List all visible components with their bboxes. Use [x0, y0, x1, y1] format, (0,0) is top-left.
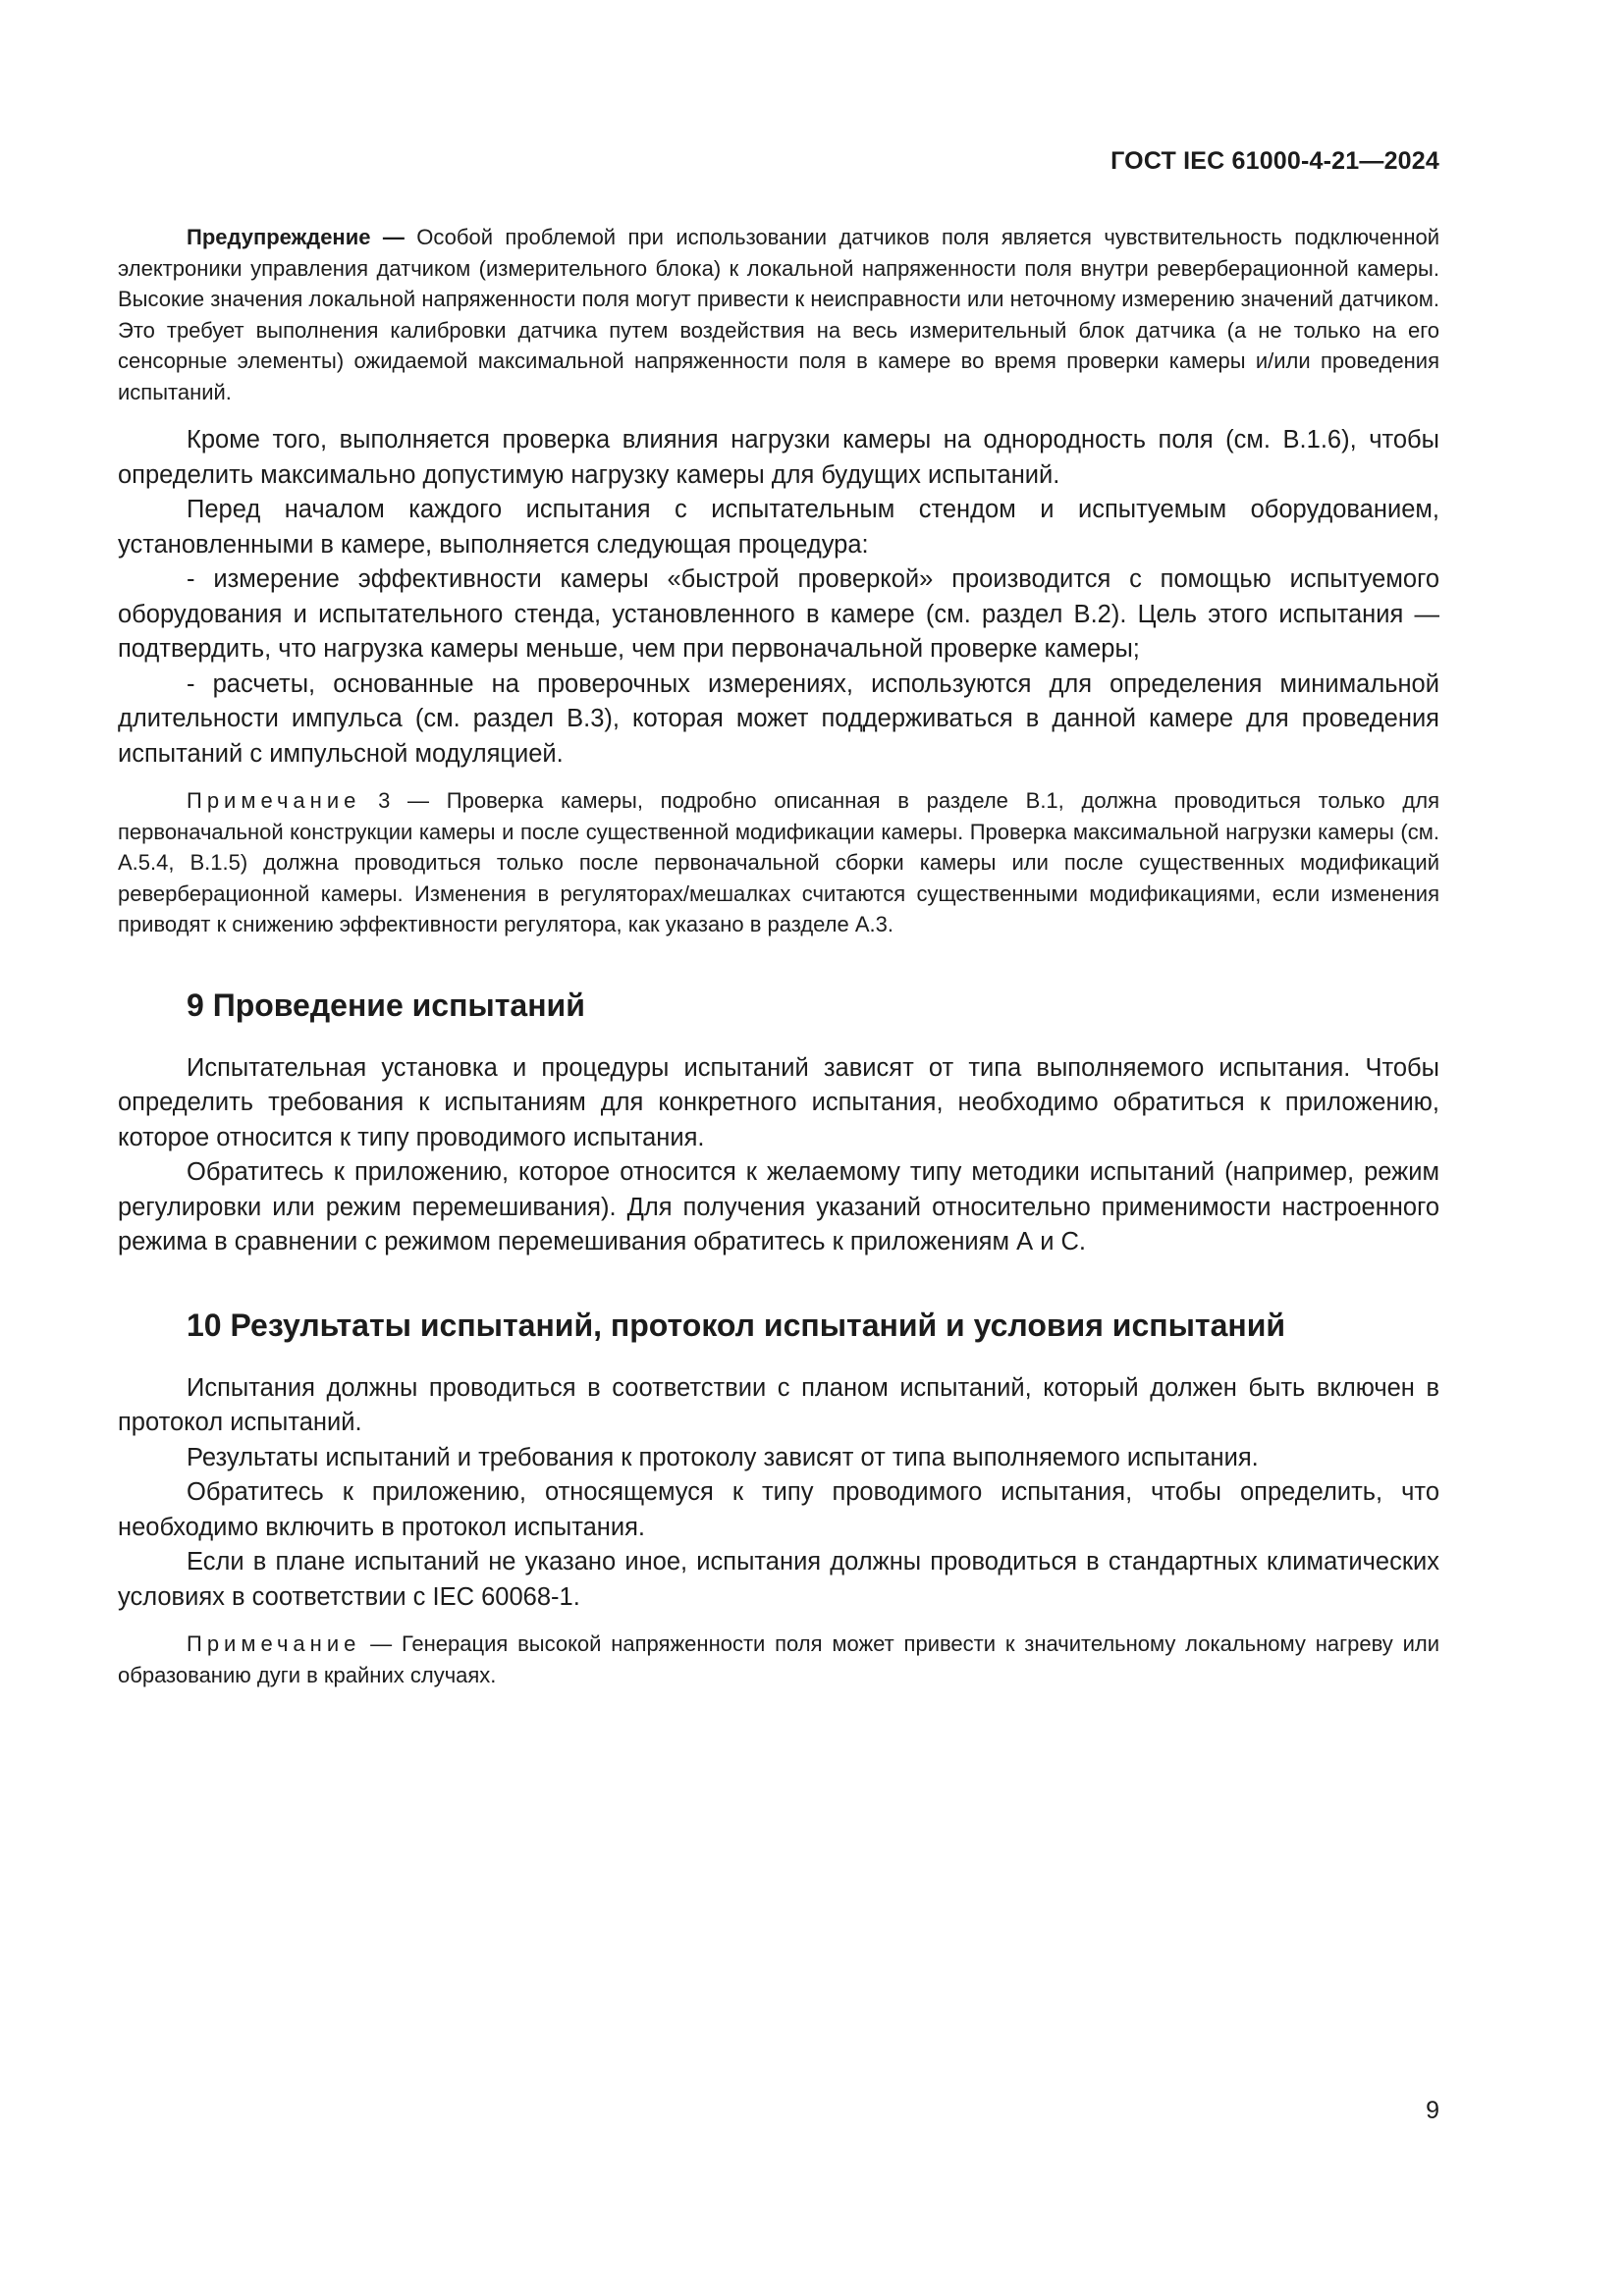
note-label: Примечание — [187, 788, 361, 813]
section-9-paragraph: Обратитесь к приложению, которое относится к желаемому типу методики испытаний (например, режим регулировки или режим перемешивания). Для получения указаний относительно применимости настроенного режима в сравнении с режимом перемешивания обратитесь к приложениям А и С. — [118, 1158, 1439, 1255]
standard-header: ГОСТ IEC 61000-4-21—2024 — [1110, 147, 1439, 175]
note-text: — Генерация высокой напряженности поля может привести к значительному локальному нагреву или образованию дуги в крайних случаях. — [118, 1631, 1439, 1687]
page-number: 9 — [1426, 2097, 1439, 2124]
section-10-heading: 10 Результаты испытаний, протокол испытаний и условия испытаний — [187, 1307, 1286, 1343]
warning-label: Предупреждение — — [187, 225, 405, 249]
section-10-paragraph: Испытания должны проводиться в соответствии с планом испытаний, который должен быть включен в протокол испытаний. — [118, 1373, 1439, 1436]
note-text: 3 — Проверка камеры, подробно описанная в разделе В.1, должна проводиться только для первоначальной конструкции камеры и после существенной модификации камеры. Проверка максимальной нагрузки камеры (см. А.5.4, В.1.5) должна проводиться только после первоначальной сборки камеры или после существенных модификаций реверберационной камеры. Изменения в регуляторах/мешалках считаются существенными модификациями, если изменения приводят к снижению эффективности регулятора, как указано в разделе А.3. — [118, 788, 1439, 936]
body-paragraph: Перед началом каждого испытания с испытательным стендом и испытуемым оборудованием, установленными в камере, выполняется следующая процедура: — [118, 496, 1439, 559]
warning-text: Особой проблемой при использовании датчиков поля является чувствительность подключенной электроники управления датчиком (измерительного блока) к локальной напряженности поля внутри реверберационной камеры. Высокие значения локальной напряженности поля могут привести к неисправности или неточному измерению значений датчиком. Это требует выполнения калибровки датчика путем воздействия на весь измерительный блок датчика (а не только на его сенсорные элементы) ожидаемой максимальной напряженности поля в камере во время проверки камеры и/или проведения испытаний. — [118, 225, 1439, 404]
body-paragraph: Кроме того, выполняется проверка влияния нагрузки камеры на однородность поля (см. В.1.6), чтобы определить максимально допустимую нагрузку камеры для будущих испытаний. — [118, 426, 1439, 489]
section-10-paragraph: Если в плане испытаний не указано иное, испытания должны проводиться в стандартных климатических условиях в соответствии с IEC 60068-1. — [118, 1548, 1439, 1611]
list-item: - расчеты, основанные на проверочных измерениях, используются для определения минимальной длительности импульса (см. раздел В.3), которая может поддерживаться в данной камере для проведения испытаний с импульсной модуляцией. — [118, 669, 1439, 768]
list-item: - измерение эффективности камеры «быстрой проверкой» производится с помощью испытуемого оборудования и испытательного стенда, установленного в камере (см. раздел В.2). Цель этого испытания — подтвердить, что нагрузка камеры меньше, чем при первоначальной проверке камеры; — [118, 565, 1439, 663]
section-9-heading: 9 Проведение испытаний — [187, 987, 585, 1023]
warning-paragraph — [118, 222, 1439, 407]
note-label: Примечание — [187, 1631, 361, 1656]
section-9-paragraph: Испытательная установка и процедуры испытаний зависят от типа выполняемого испытания. Чтобы определить требования к испытаниям для конкретного испытания, необходимо обратиться к приложению, которое относится к типу проводимого испытания. — [118, 1053, 1439, 1151]
note-3 — [118, 785, 1439, 940]
page-content — [118, 222, 1439, 1690]
final-note — [118, 1629, 1439, 1690]
section-10-paragraph: Обратитесь к приложению, относящемуся к типу проводимого испытания, чтобы определить, что необходимо включить в протокол испытания. — [118, 1478, 1439, 1541]
section-10-paragraph: Результаты испытаний и требования к протоколу зависят от типа выполняемого испытания. — [187, 1443, 1259, 1471]
